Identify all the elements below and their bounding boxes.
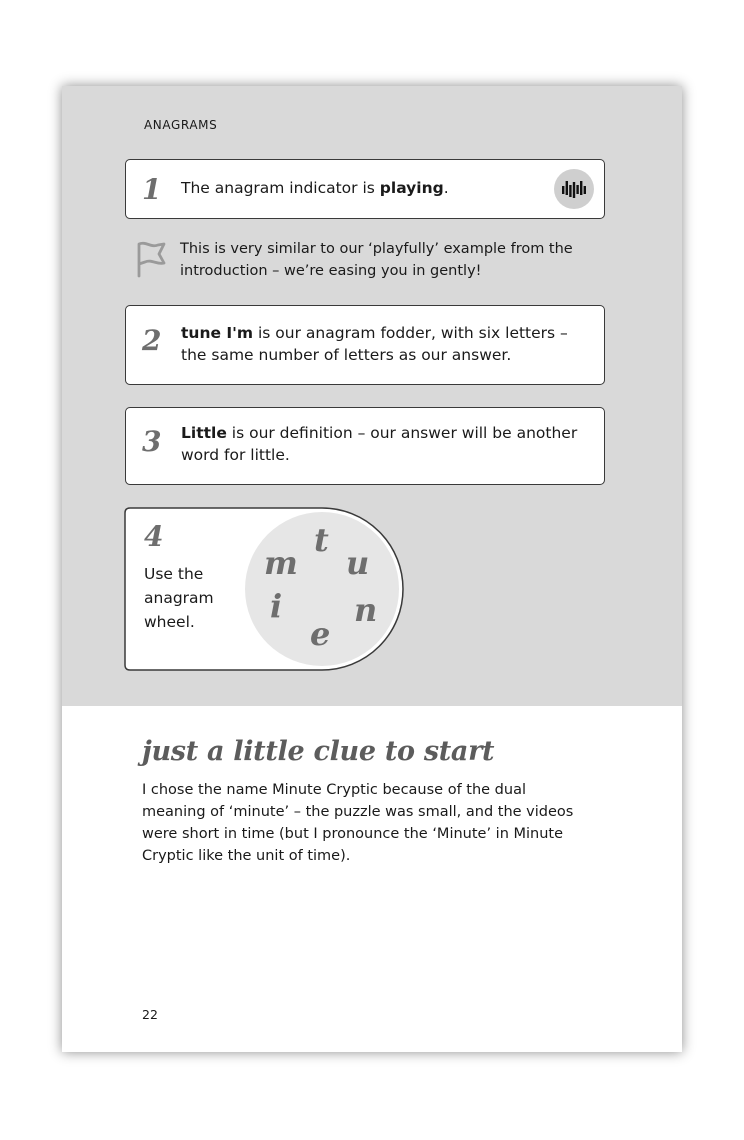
step-3-box [125,407,605,485]
step-text: is our definition – our answer will be another [226,424,578,442]
wheel-letter: i [270,587,283,625]
body-line: Cryptic like the unit of time). [142,848,351,864]
step-1-box [125,159,605,219]
note-text [180,238,573,282]
body-line: I chose the name Minute Cryptic because of the dual [142,782,526,798]
step-1-text [181,177,449,199]
step-text: The anagram indicator is [181,179,380,197]
step-3-text [181,422,577,466]
step-2-text [181,322,568,366]
wheel-letter: m [264,544,298,582]
wheel-letter: u [346,544,370,582]
step-4-text [144,562,214,634]
step-highlight: Little [181,424,227,442]
step-number: 1 [142,173,162,206]
step-text: Use the [144,565,204,583]
wheel-letter: n [354,591,378,629]
page-number: 22 [142,1007,158,1022]
book-page [62,86,682,1052]
step-text: anagram [144,589,214,607]
note-line: This is very similar to our ‘playfully’ example from the [180,241,573,257]
flag-icon [134,239,168,279]
wheel-letter: t [314,521,329,559]
subheading: just a little clue to start [142,736,495,767]
note-line: introduction – we’re easing you in gently! [180,263,482,279]
body-paragraph [142,779,612,867]
step-2-box [125,305,605,385]
section-title: ANAGRAMS [144,118,218,132]
step-text: . [443,179,449,197]
step-highlight: playing [379,179,444,197]
body-line: meaning of ‘minute’ – the puzzle was small, and the videos [142,804,574,820]
step-text: is our anagram fodder, with six letters – [253,324,568,342]
step-highlight: tune I'm [181,324,254,342]
audio-wave-icon[interactable] [554,169,594,209]
step-number: 3 [142,425,162,458]
body-line: were short in time (but I pronounce the ‘Minute’ in Minute [142,826,564,842]
step-number: 4 [144,520,164,553]
wheel-letter: e [310,615,331,653]
step-text: word for little. [181,446,290,464]
step-text: wheel. [144,613,195,631]
step-number: 2 [142,324,162,357]
step-text: the same number of letters as our answer. [181,346,512,364]
